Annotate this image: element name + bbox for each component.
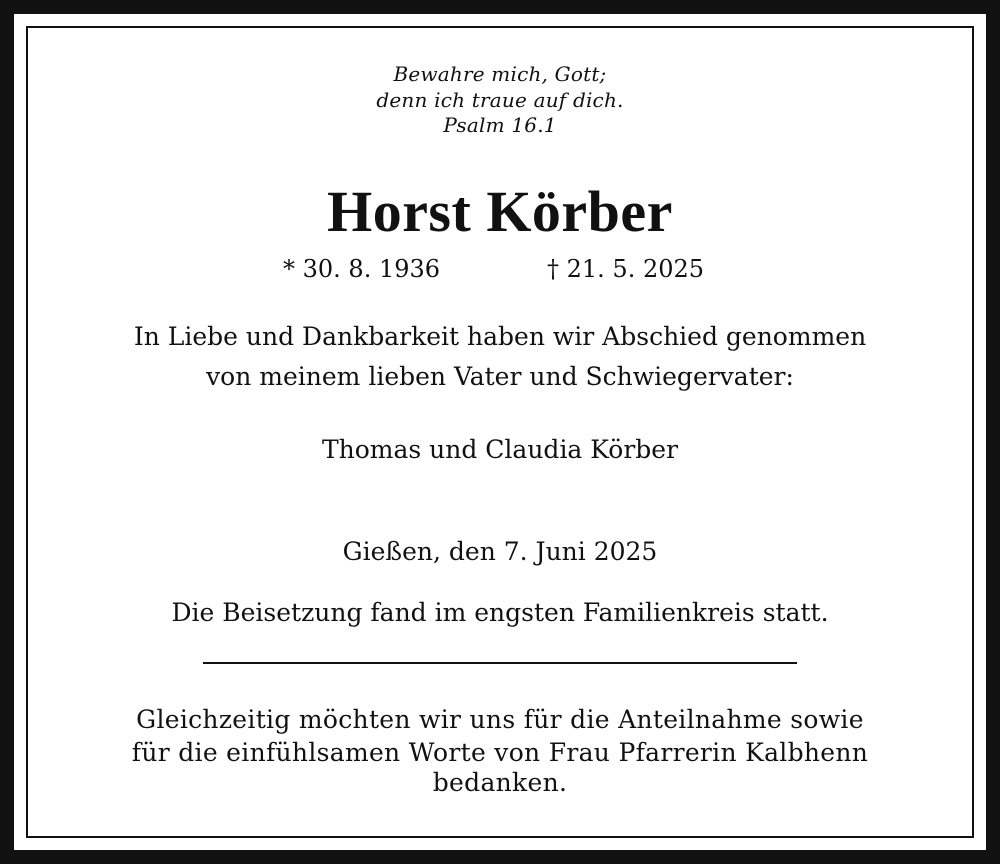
birth-date: * 30. 8. 1936 — [283, 255, 441, 283]
death-date: † 21. 5. 2025 — [547, 255, 705, 283]
funeral-note: Die Beisetzung fand im engsten Familienkreis statt. — [171, 598, 829, 627]
thanks-line-2: für die einfühlsamen Worte von Frau Pfarrerin Kalbhenn — [131, 738, 869, 767]
thanks-line-3: bedanken. — [432, 768, 568, 797]
life-dates — [0, 254, 1000, 284]
verse-line-1: Bewahre mich, Gott; — [393, 62, 607, 86]
verse-line-2: denn ich traue auf dich. — [376, 88, 624, 112]
thanks-line-1: Gleichzeitig möchten wir uns für die Anteilnahme sowie — [136, 705, 864, 734]
message-line-2: von meinem lieben Vater und Schwiegervater: — [206, 362, 794, 391]
mourners-names: Thomas und Claudia Körber — [321, 435, 679, 464]
place-date: Gießen, den 7. Juni 2025 — [342, 537, 658, 566]
deceased-name: Horst Körber — [327, 179, 673, 244]
verse-reference: Psalm 16.1 — [443, 113, 557, 137]
divider-line — [203, 662, 797, 664]
message-line-1: In Liebe und Dankbarkeit haben wir Abschied genommen — [133, 322, 867, 351]
